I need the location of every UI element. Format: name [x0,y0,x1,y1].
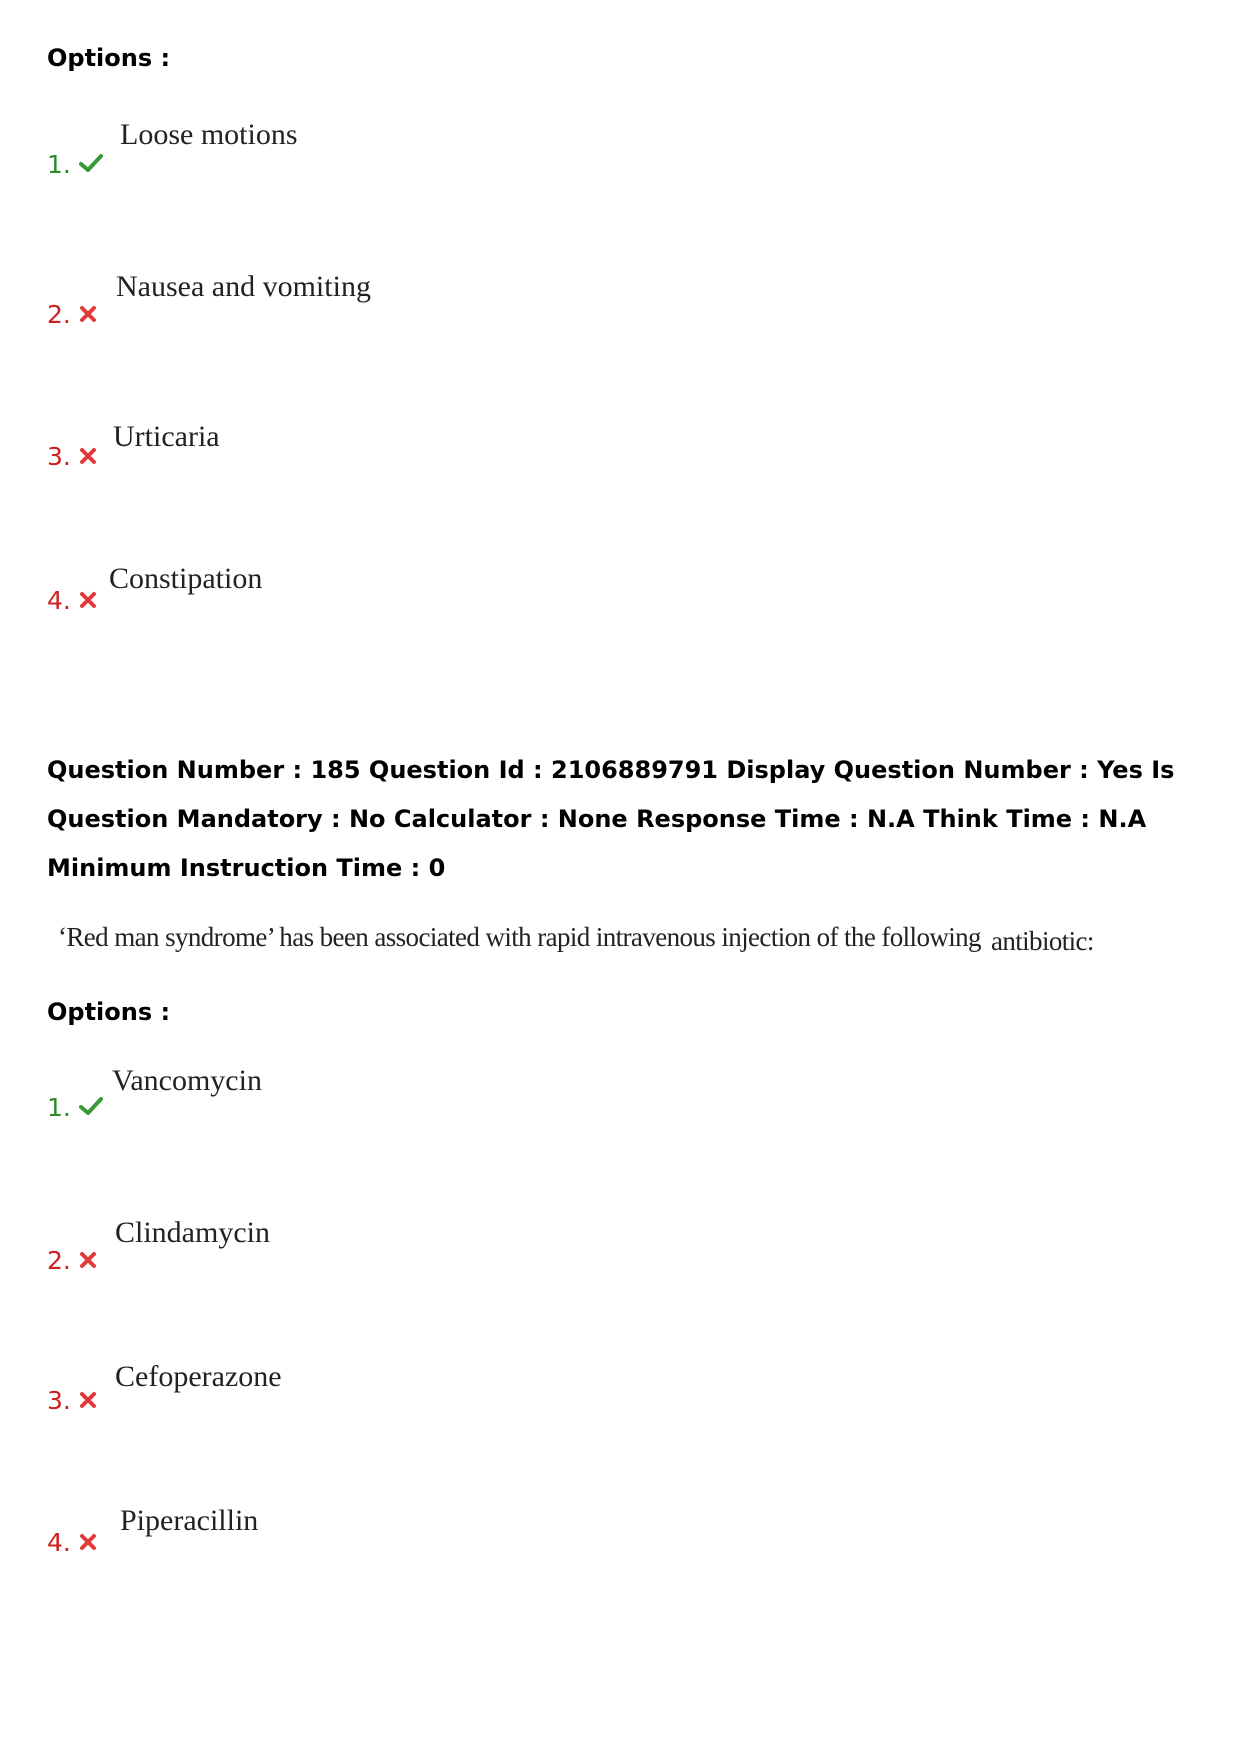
option-text: Cefoperazone [115,1360,282,1393]
cross-icon [79,586,97,615]
cross-icon [79,1386,97,1415]
option-text: Loose motions [120,118,298,151]
cross-icon [79,442,97,471]
options-heading: Options : [47,998,171,1026]
cross-icon [79,300,97,329]
option-number: 1. [47,150,103,179]
option-text: Piperacillin [120,1504,259,1537]
option-text: Constipation [109,562,263,595]
check-icon [79,150,103,179]
question-text: ‘Red man syndrome’ has been associated with rapid intravenous injection of the following antibiotic: [58,922,1094,956]
check-icon [79,1093,103,1122]
option-text: Vancomycin [112,1064,262,1097]
option-number: 3. [47,442,97,471]
option-number: 3. [47,1386,97,1415]
option-text: Nausea and vomiting [116,270,371,303]
question-meta: Question Number : 185 Question Id : 2106889791 Display Question Number : Yes Is Question Mandatory : No Calculator : None Response Time : N.A Think Time : N.A Minimum Instruction Time : 0 [47,756,1175,882]
option-text: Urticaria [113,420,220,453]
option-number: 1. [47,1093,103,1122]
option-number: 2. [47,300,97,329]
option-number: 4. [47,586,97,615]
option-number: 2. [47,1246,97,1275]
options-heading: Options : [47,44,171,72]
option-number: 4. [47,1528,97,1557]
cross-icon [79,1528,97,1557]
option-text: Clindamycin [115,1216,270,1249]
cross-icon [79,1246,97,1275]
